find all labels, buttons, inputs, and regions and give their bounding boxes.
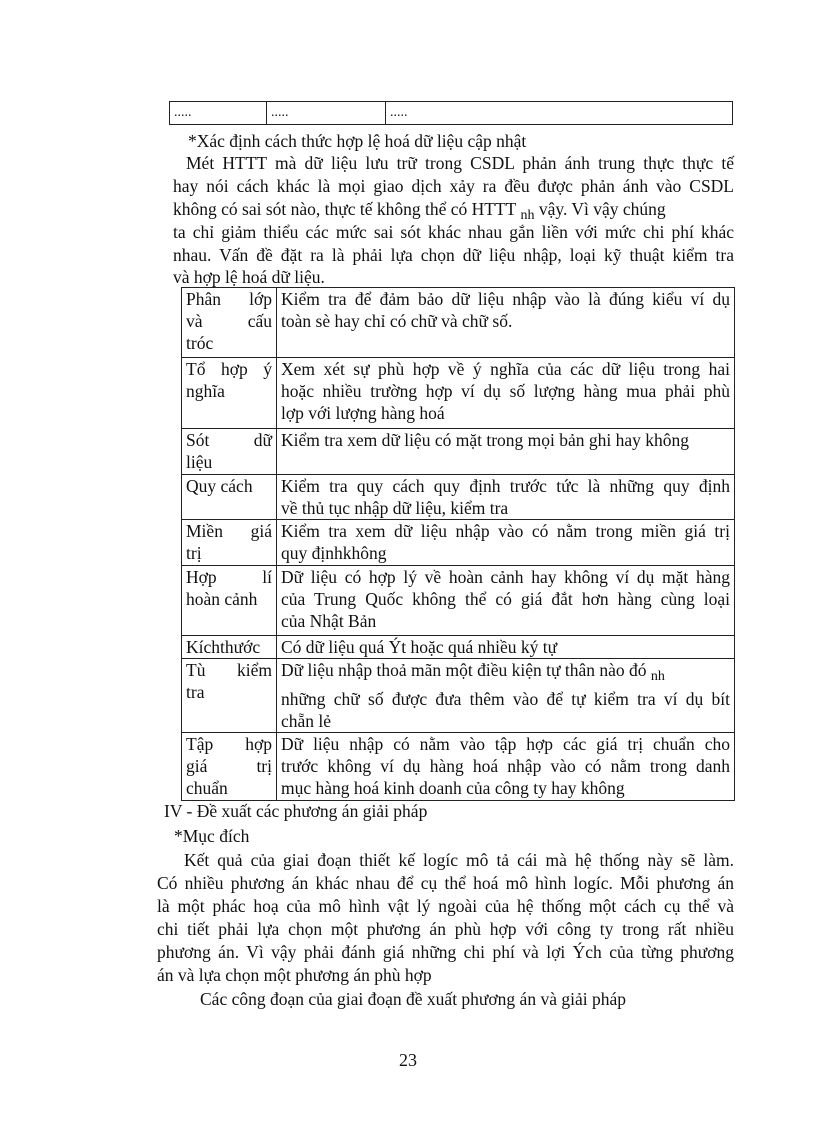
paragraph-line: Mét HTTT mà dữ liệu lưu trữ trong CSDL phản ánh trung thực thực tế [186, 153, 734, 173]
paragraph-line: án và lựa chọn một phương án phù hợp [157, 965, 432, 985]
top-cell: ..... [170, 102, 267, 125]
purpose-heading: *Mục đích [174, 826, 250, 846]
top-cell: ..... [386, 102, 733, 125]
validation-table [181, 287, 735, 801]
check-name: Tù kiểm tra [182, 659, 277, 733]
check-description: Kiểm tra quy cách quy định trước tức là những quy định về thủ tục nhập dữ liệu, kiểm tra [277, 475, 735, 520]
check-name: Tổ hợp ý nghĩa [182, 358, 277, 429]
check-name: Sót dữ liệu [182, 429, 277, 475]
table-row [182, 288, 735, 358]
check-description: Kiểm tra để đảm bảo dữ liệu nhập vào là đúng kiểu ví dụ toàn sè hay chỉ có chữ và chữ số. [277, 288, 735, 358]
check-description: Kiểm tra xem dữ liệu nhập vào có nằm trong miền giá trị quy địnhkhông [277, 520, 735, 566]
page-number: 23 [399, 1050, 417, 1070]
check-description: Dữ liệu có hợp lý về hoàn cảnh hay không ví dụ mặt hàng của Trung Quốc không thể có giá đắt hơn hàng cùng loại của Nhật Bản [277, 566, 735, 636]
subscript: nh [520, 208, 535, 223]
section-heading: *Xác định cách thức hợp lệ hoá dữ liệu cập nhật [188, 131, 527, 151]
check-name: Quy cách [182, 475, 277, 520]
paragraph-line: Kết quả của giai đoạn thiết kế logíc mô tả cái mà hệ thống này sẽ làm. [184, 850, 734, 870]
paragraph-line: hay nói cách khác là mọi giao dịch xảy ra đều được phản ánh vào CSDL [173, 176, 734, 196]
top-table [169, 101, 733, 125]
check-name: Kíchthước [182, 636, 277, 659]
check-description: Dữ liệu nhập có nằm vào tập hợp các giá trị chuẩn cho trước không ví dụ hàng hoá nhập vào có nằm trong danh mục hàng hoá kinh doanh của công ty hay không [277, 733, 735, 801]
table-row [182, 358, 735, 429]
table-row [182, 733, 735, 801]
check-name: Hợp lí hoàn cảnh [182, 566, 277, 636]
table-row [182, 636, 735, 659]
paragraph-text: vậy. Vì vậy chúng [538, 199, 666, 219]
top-cell: ..... [267, 102, 386, 125]
paragraph-line: Có nhiều phương án khác nhau để cụ thể hoá mô hình logíc. Mỗi phương án [157, 873, 734, 893]
table-row [182, 520, 735, 566]
check-description: Xem xét sự phù hợp về ý nghĩa của các dữ liệu trong hai hoặc nhiều trường hợp ví dụ số lượng hàng mua phải phù lợp với lượng hàng hoá [277, 358, 735, 429]
table-row [182, 429, 735, 475]
check-name: Tập hợp giá trị chuẩn [182, 733, 277, 801]
table-row [182, 566, 735, 636]
check-name: Phân lớp và cấu tróc [182, 288, 277, 358]
table-row [182, 475, 735, 520]
check-name: Miền giá trị [182, 520, 277, 566]
subscript: nh [650, 669, 665, 684]
table-row [170, 102, 733, 125]
paragraph-line: ta chỉ giảm thiểu các mức sai sót khác nhau gắn liền với mức chi phí khác [173, 222, 734, 242]
check-description: Kiểm tra xem dữ liệu có mặt trong mọi bản ghi hay không [277, 429, 735, 475]
check-description: Có dữ liệu quá Ýt hoặc quá nhiều ký tự [277, 636, 735, 659]
paragraph-line: nhau. Vấn đề đặt ra là phải lựa chọn dữ liệu nhập, loại kỹ thuật kiểm tra [173, 245, 734, 265]
paragraph-line: chi tiết phải lựa chọn một phương án phù hợp với công ty trong rất nhiều [157, 919, 734, 939]
section-iv-heading: IV - Đề xuất các phương án giải pháp [164, 801, 428, 821]
paragraph-line: phương án. Vì vậy phải đánh giá những chi phí và lợi Ých của từng phương [157, 942, 734, 962]
paragraph-line: là một phác hoạ của mô hình vật lý ngoài của hệ thống một cách cụ thể và [157, 896, 734, 916]
stages-line: Các công đoạn của giai đoạn đề xuất phương án và giải pháp [200, 989, 626, 1009]
check-description: Dữ liệu nhập thoả mãn một điều kiện tự thân nào đó $_{nh}$ những chữ số được đưa thêm vào để tự kiểm tra ví dụ bít chẵn lẻ [277, 659, 735, 733]
paragraph-text: không có sai sót nào, thực tế không thể có HTTT [173, 199, 517, 219]
table-row [182, 659, 735, 733]
paragraph-line: và hợp lệ hoá dữ liệu. [173, 267, 325, 287]
